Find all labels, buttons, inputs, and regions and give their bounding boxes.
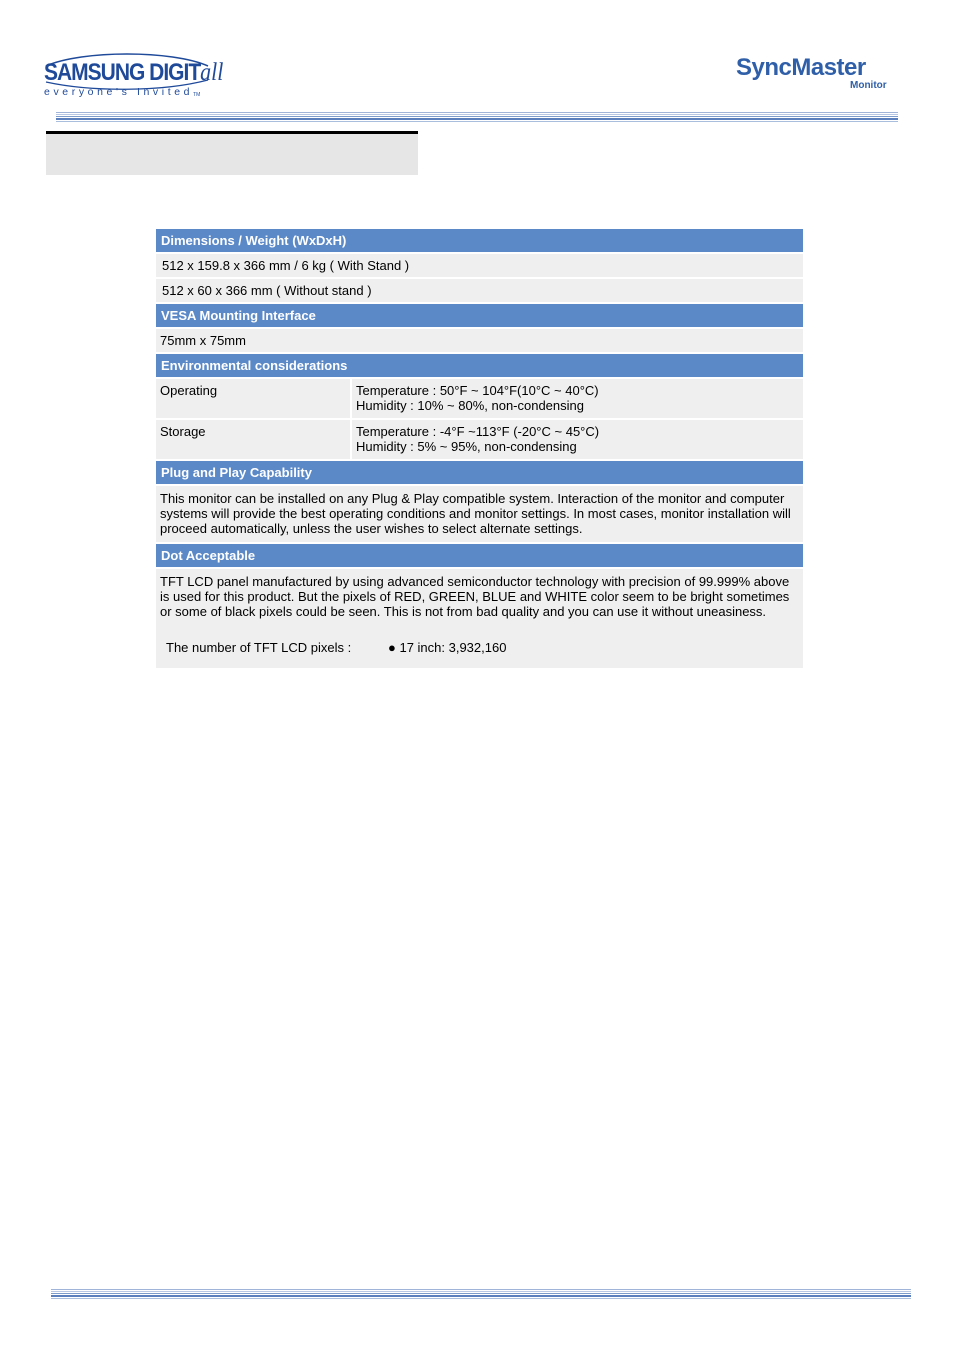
footer-divider [51,1289,911,1299]
plug-and-play-text: This monitor can be installed on any Plug & Play compatible system. Interaction of the monitor and computer systems will provide the best operating conditions and monitor settings. In most cases, monitor installation will proceed automatically, unless the user wishes to select alternate settings. [156,486,803,542]
env-value-operating [352,379,803,418]
table-row [156,486,803,542]
section-header-label: Environmental considerations [156,354,803,377]
section-header-plug-and-play [156,461,803,484]
env-value-storage [352,420,803,459]
syncmaster-logo [736,54,896,94]
table-row [156,329,803,352]
table-row [156,569,803,668]
section-header-environment [156,354,803,377]
section-header-dimensions [156,229,803,252]
operating-temperature: Temperature : 50°F ~ 104°F(10°C ~ 40°C) [356,383,599,398]
samsung-digitall-logo [42,52,224,100]
syncmaster-wordmark: SyncMaster [736,54,866,81]
table-row [156,379,803,418]
brand-tagline: everyone's Invited$_{TM}$ [44,86,201,98]
dimension-with-stand: 512 x 159.8 x 366 mm / 6 kg ( With Stand ) [156,254,803,277]
section-header-vesa [156,304,803,327]
pixel-count-label: The number of TFT LCD pixels : [166,640,352,655]
operating-humidity: Humidity : 10% ~ 80%, non-condensing [356,398,584,413]
env-label-operating: Operating [156,379,352,418]
header-divider [56,112,898,122]
section-title-bar [46,131,418,175]
section-header-label: VESA Mounting Interface [156,304,803,327]
vesa-value: 75mm x 75mm [156,329,803,352]
brand-wordmark: SAMSUNG DIGITall [44,57,224,86]
table-row [156,279,803,302]
storage-temperature: Temperature : -4°F ~113°F (-20°C ~ 45°C) [356,424,600,439]
section-header-label: Plug and Play Capability [156,461,803,484]
table-row [156,420,803,459]
table-row [156,254,803,277]
storage-humidity: Humidity : 5% ~ 95%, non-condensing [356,439,577,454]
monitor-subtitle: Monitor [850,80,887,91]
pixel-count-row [160,640,799,662]
section-header-label: Dimensions / Weight (WxDxH) [156,229,803,252]
section-header-dot-acceptable [156,544,803,567]
dimension-without-stand: 512 x 60 x 366 mm ( Without stand ) [156,279,803,302]
pixel-count-value: ● 17 inch: 3,932,160 [388,640,507,655]
spec-table [156,227,803,670]
dot-acceptable-text: TFT LCD panel manufactured by using advanced semiconductor technology with precision of 99.999% above is used for this product. But the pixels of RED, GREEN, BLUE and WHITE color seem to be bright sometimes or some of black pixels could be seen. This is not from bad quality and you can use it without uneasiness. [160,574,790,619]
dot-acceptable-cell [156,569,803,668]
section-header-label: Dot Acceptable [156,544,803,567]
env-label-storage: Storage [156,420,352,459]
